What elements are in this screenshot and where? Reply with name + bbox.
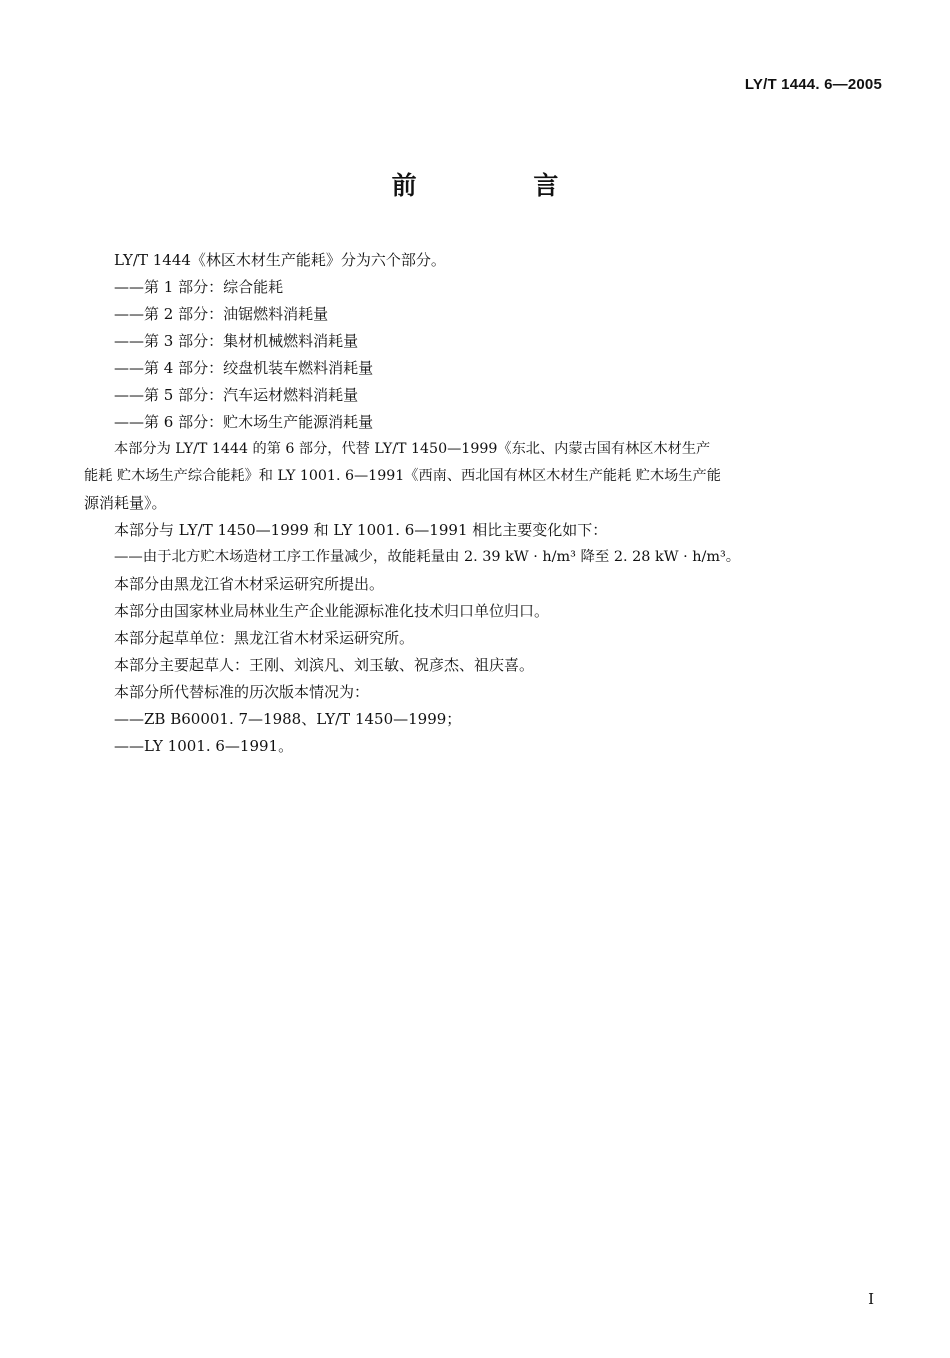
proposer-paragraph: 本部分由黑龙江省木材采运研究所提出。 <box>114 575 385 593</box>
document-code: LY/T 1444. 6—2005 <box>744 76 882 93</box>
history-item-2: ——LY 1001. 6—1991。 <box>114 737 294 755</box>
part-item-6: ——第 6 部分：贮木场生产能源消耗量 <box>114 413 374 431</box>
centralized-unit-paragraph: 本部分由国家林业局林业生产企业能源标准化技术归口单位归口。 <box>114 602 550 620</box>
part-item-4: ——第 4 部分：绞盘机装车燃料消耗量 <box>114 359 374 377</box>
part-item-3: ——第 3 部分：集材机械燃料消耗量 <box>114 332 359 350</box>
drafting-unit-paragraph: 本部分起草单位：黑龙江省木材采运研究所。 <box>114 629 415 647</box>
intro-paragraph: LY/T 1444《林区木材生产能耗》分为六个部分。 <box>114 251 446 269</box>
change-item: ——由于北方贮木场造材工序工作量减少，故能耗量由 2. 39 kW · h/m³ 降至 2. 28 kW · h/m³。 <box>114 549 741 565</box>
drafters-paragraph: 本部分主要起草人：王刚、刘滨凡、刘玉敏、祝彦杰、祖庆喜。 <box>114 656 535 674</box>
part-item-1: ——第 1 部分：综合能耗 <box>114 278 284 296</box>
history-item-1: ——ZB B60001. 7—1988、LY/T 1450—1999； <box>114 710 462 728</box>
foreword-body <box>84 247 884 760</box>
replacement-paragraph-line-1: 本部分为 LY/T 1444 的第 6 部分，代替 LY/T 1450—1999《东北、内蒙古国有林区木材生产 <box>114 441 711 457</box>
part-item-2: ——第 2 部分：油锯燃料消耗量 <box>114 305 329 323</box>
replacement-paragraph-line-2: 能耗 贮木场生产综合能耗》和 LY 1001. 6—1991《西南、西北国有林区木材生产能耗 贮木场生产能 <box>84 468 721 484</box>
part-item-5: ——第 5 部分：汽车运材燃料消耗量 <box>114 386 359 404</box>
page-title: 前 言 <box>391 171 613 200</box>
page-number: I <box>868 1290 874 1308</box>
replacement-paragraph-line-3: 源消耗量》。 <box>84 494 167 512</box>
history-paragraph: 本部分所代替标准的历次版本情况为： <box>114 683 370 701</box>
changes-paragraph: 本部分与 LY/T 1450—1999 和 LY 1001. 6—1991 相比主要变化如下： <box>114 521 608 539</box>
